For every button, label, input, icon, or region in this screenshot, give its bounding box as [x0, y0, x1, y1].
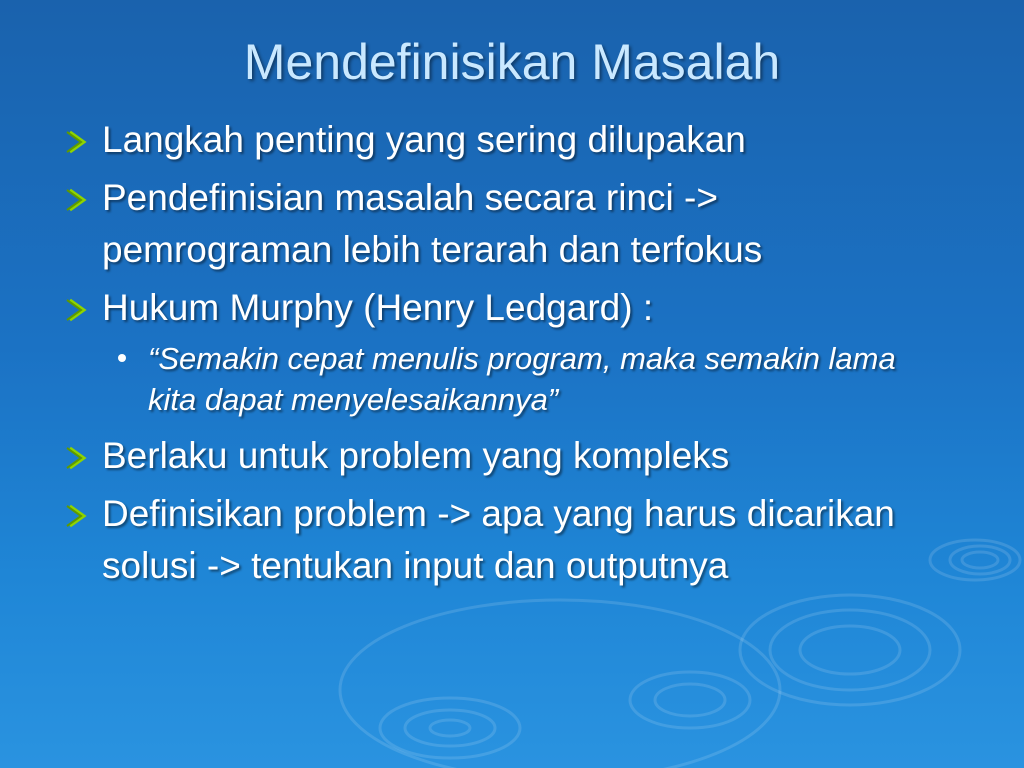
- bullet-text: Hukum Murphy (Henry Ledgard) :: [102, 287, 654, 328]
- bullet-item: [62, 172, 942, 276]
- bullet-text: Langkah penting yang sering dilupakan: [102, 119, 746, 160]
- bullet-text: Pendefinisian masalah secara rinci -> pemrograman lebih terarah dan terfokus: [102, 177, 763, 270]
- bullet-text: Definisikan problem -> apa yang harus dicarikan solusi -> tentukan input dan outputnya: [102, 493, 895, 586]
- chevron-arrow-icon: [64, 503, 90, 529]
- bullet-list: [62, 114, 942, 598]
- bullet-text: Berlaku untuk problem yang kompleks: [102, 435, 730, 476]
- chevron-arrow-icon: [64, 187, 90, 213]
- dot-icon: [118, 354, 126, 362]
- bullet-item: [62, 488, 942, 592]
- bullet-item: [62, 282, 942, 334]
- chevron-arrow-icon: [64, 445, 90, 471]
- quote-text: “Semakin cepat menulis program, maka semakin lama kita dapat menyelesaikannya”: [148, 341, 896, 417]
- chevron-arrow-icon: [64, 297, 90, 323]
- sub-bullet-item: [148, 338, 948, 420]
- bullet-item: [62, 430, 942, 482]
- chevron-arrow-icon: [64, 129, 90, 155]
- bullet-item: [62, 114, 942, 166]
- slide-title: Mendefinisikan Masalah: [243, 34, 781, 90]
